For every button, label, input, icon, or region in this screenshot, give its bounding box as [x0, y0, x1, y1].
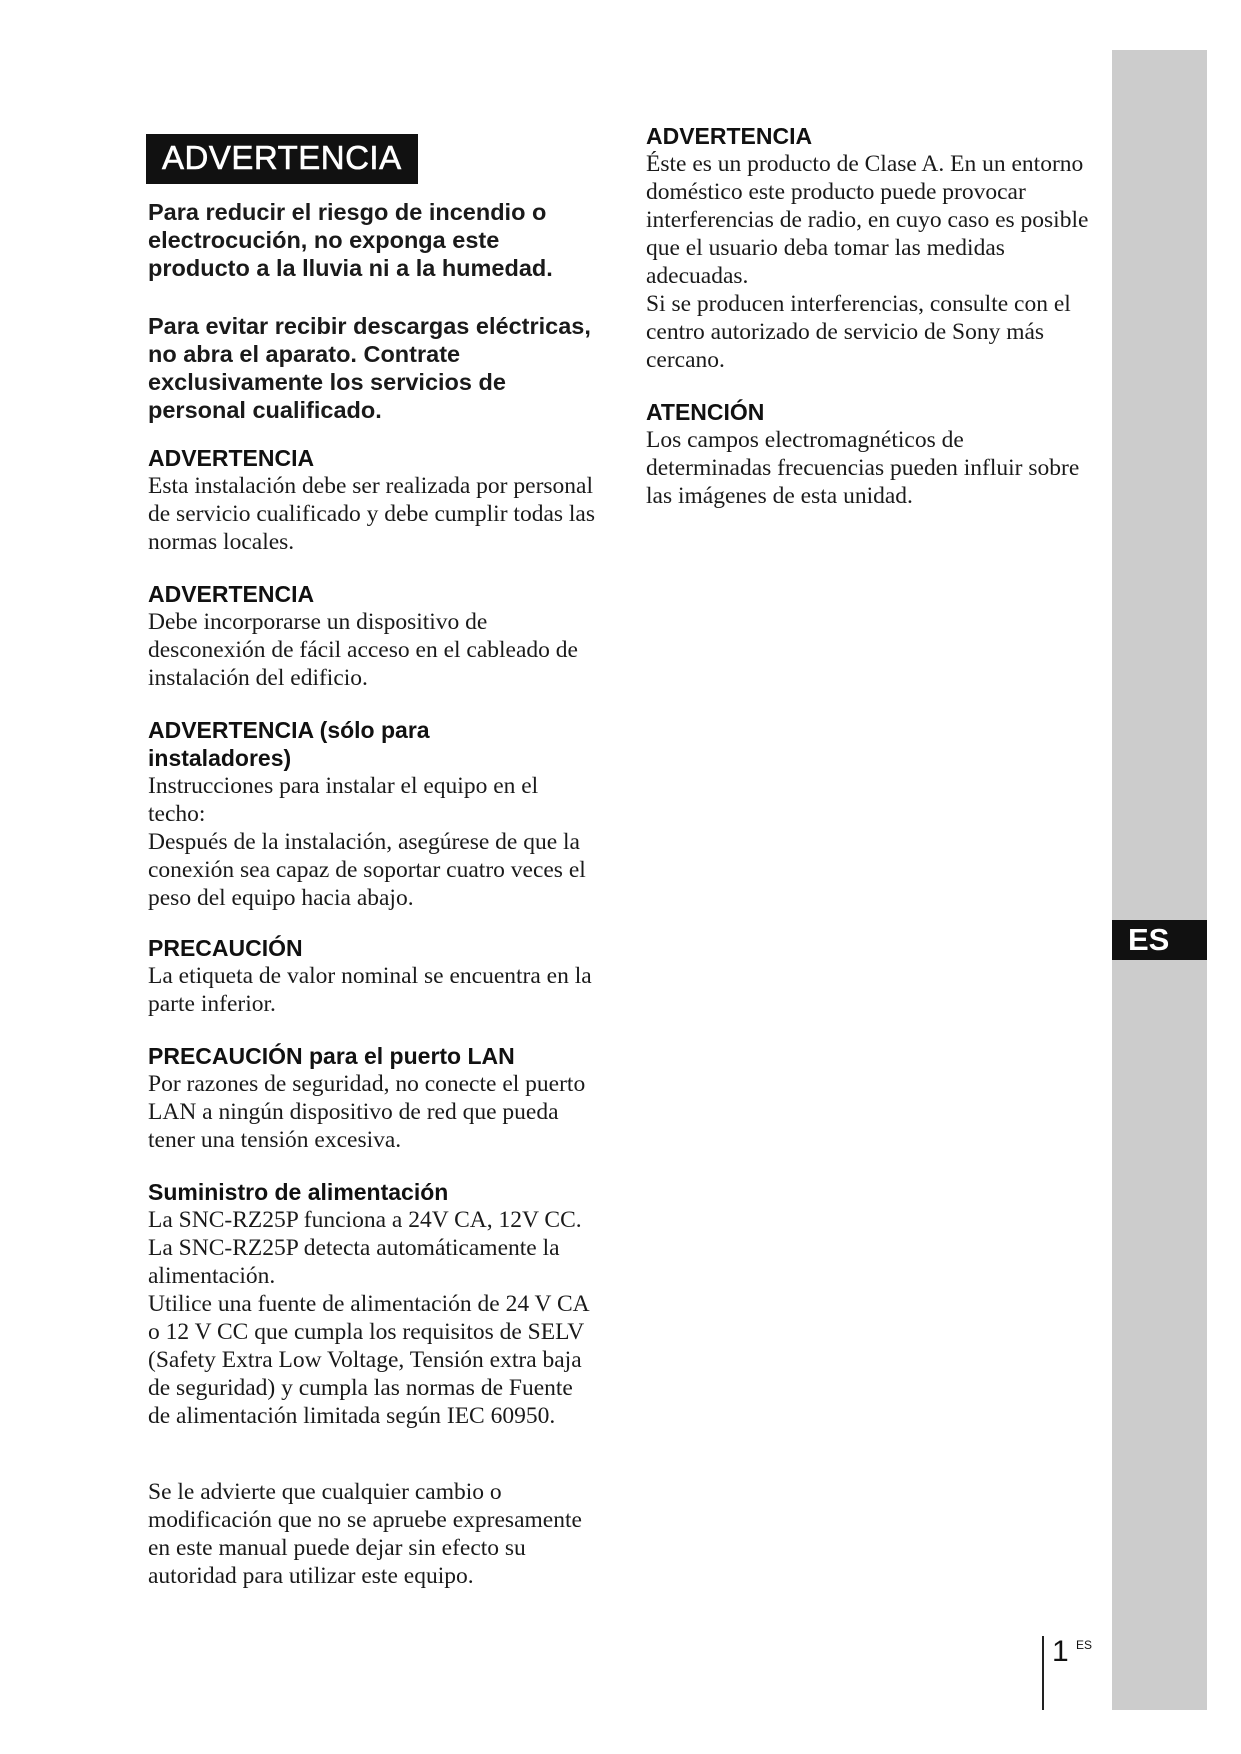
page-language-code: ES — [1076, 1638, 1093, 1652]
fire-warning-text: Para reducir el riesgo de incendio o electrocución, no exponga este producto a la lluvia ni a la humedad. — [148, 199, 553, 281]
section-class-a-warning — [646, 122, 1091, 374]
section-emf-attention — [646, 398, 1091, 510]
section-heading: ADVERTENCIA — [148, 445, 315, 471]
section-heading: Suministro de alimentación — [148, 1179, 449, 1205]
section-disconnect-warning — [148, 580, 600, 692]
section-installers-warning — [148, 716, 600, 912]
section-rating-caution — [148, 934, 600, 1018]
section-body: La SNC-RZ25P funciona a 24V CA, 12V CC. La SNC-RZ25P detecta automáticamente la alimentación. Utilice una fuente de alimentación de 24 V CA o 12 V CC que cumpla los requisitos de SELV (Safety Extra Low Voltage, Tensión extra baja de seguridad) y cumpla las normas de Fuente de alimentación limitada según IEC 60950. — [148, 1207, 589, 1429]
section-body: Debe incorporarse un dispositivo de desconexión de fácil acceso en el cableado de instalación del edificio. — [148, 609, 578, 691]
section-lan-caution — [148, 1042, 600, 1154]
section-heading: ATENCIÓN — [646, 399, 765, 425]
section-body: La etiqueta de valor nominal se encuentra en la parte inferior. — [148, 963, 592, 1017]
section-body: Los campos electromagnéticos de determinadas frecuencias pueden influir sobre las imágenes de esta unidad. — [646, 427, 1080, 509]
section-modification-notice — [148, 1478, 600, 1590]
section-body: Se le advierte que cualquier cambio o modificación que no se apruebe expresamente en este manual puede dejar sin efecto su autoridad para utilizar este equipo. — [148, 1479, 582, 1589]
shock-warning-text: Para evitar recibir descargas eléctricas, no abra el aparato. Contrate exclusivamente los servicios de personal cualificado. — [148, 313, 591, 423]
page-number-rule — [1042, 1636, 1044, 1710]
section-heading: ADVERTENCIA — [646, 123, 813, 149]
section-body: Instrucciones para instalar el equipo en el techo: Después de la instalación, asegúrese de que la conexión sea capaz de soportar cuatro veces el peso del equipo hacia abajo. — [148, 773, 586, 911]
section-body: Por razones de seguridad, no conecte el puerto LAN a ningún dispositivo de red que pueda tener una tensión excesiva. — [148, 1071, 586, 1153]
section-body: Éste es un producto de Clase A. En un entorno doméstico este producto puede provocar interferencias de radio, en cuyo caso es posible que el usuario deba tomar las medidas adecuadas. Si se producen interferencias, consulte con el centro autorizado de servicio de Sony más cercano. — [646, 151, 1089, 373]
side-thumb-bar — [1112, 50, 1207, 1710]
section-heading: ADVERTENCIA (sólo para instaladores) — [148, 717, 430, 771]
section-heading: PRECAUCIÓN para el puerto LAN — [148, 1043, 515, 1069]
page-title: ADVERTENCIA — [146, 134, 418, 184]
language-tab: ES — [1112, 920, 1207, 960]
section-heading: ADVERTENCIA — [148, 581, 315, 607]
page-number: 1 — [1052, 1635, 1069, 1668]
section-body: Esta instalación debe ser realizada por personal de servicio cualificado y debe cumplir todas las normas locales. — [148, 473, 595, 555]
section-heading: PRECAUCIÓN — [148, 935, 303, 961]
section-installation-warning — [148, 444, 600, 556]
section-power-supply — [148, 1178, 600, 1430]
